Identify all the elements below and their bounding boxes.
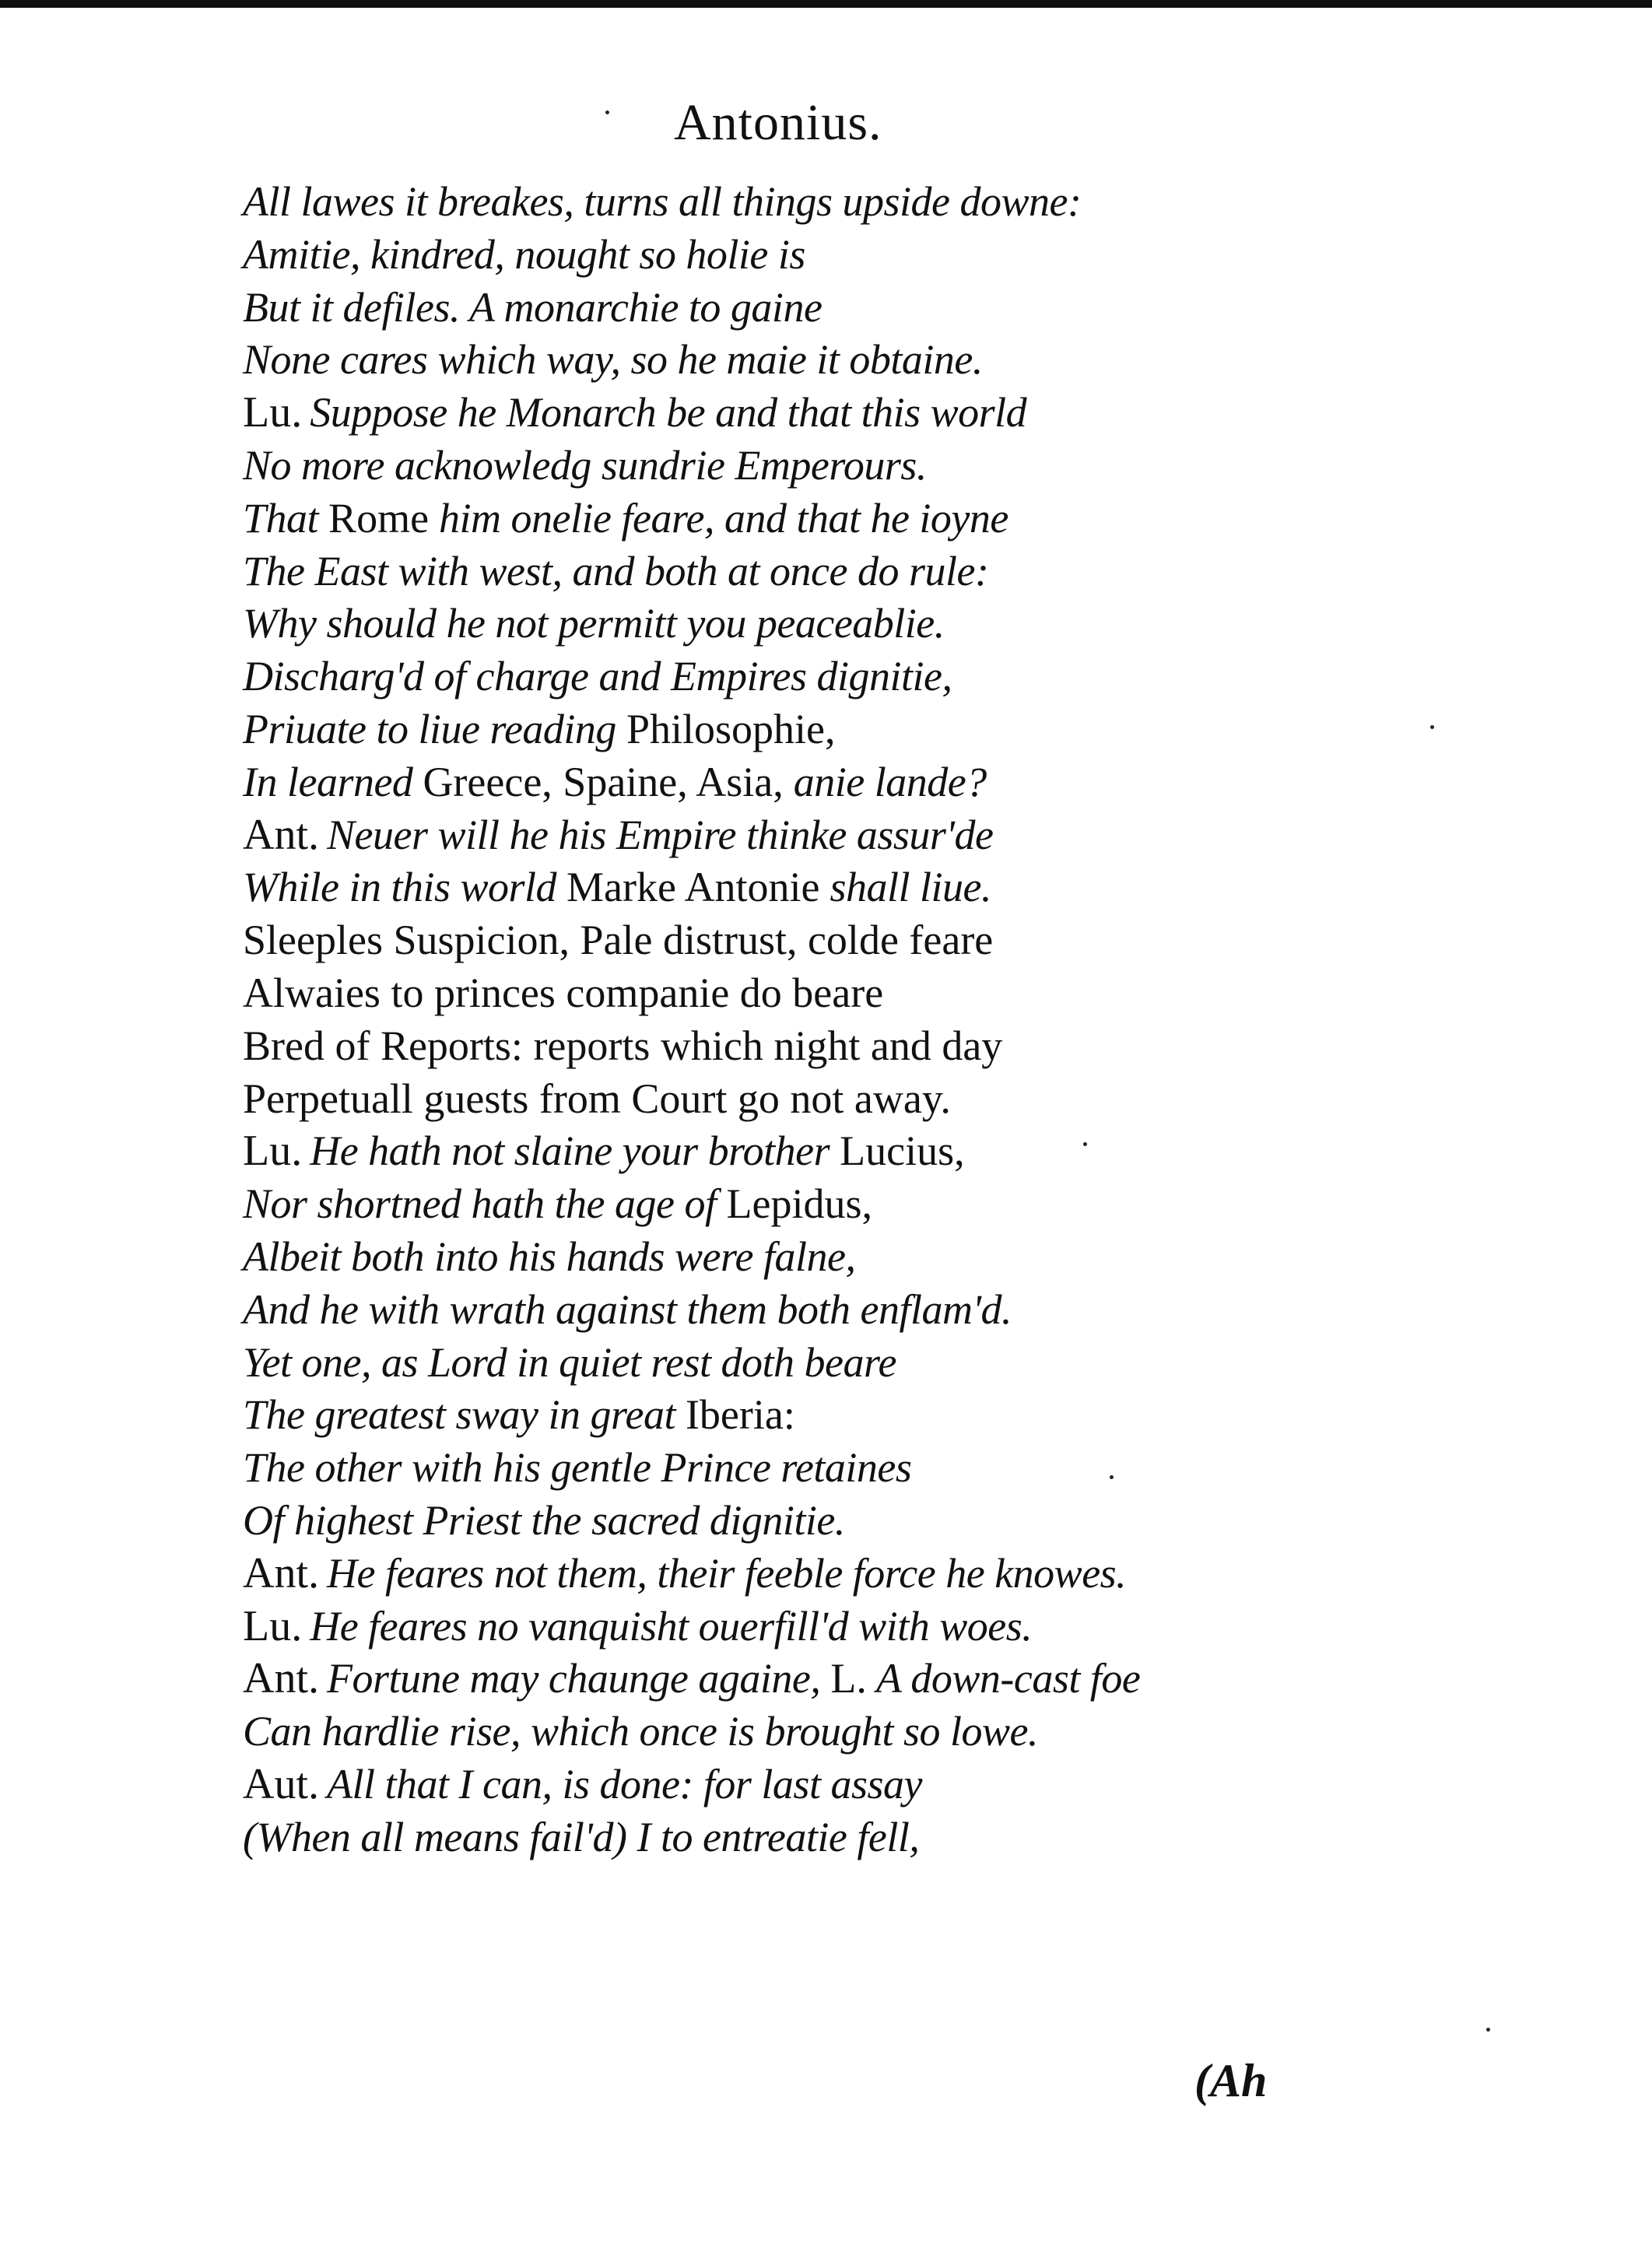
verse-line (243, 545, 1410, 598)
verse-line (243, 967, 1410, 1020)
verse-line (243, 756, 1410, 809)
print-speck (1083, 1142, 1087, 1146)
catchword: (Ah (1194, 2055, 1268, 2106)
verse-text: Marke Antonie (566, 864, 820, 911)
verse-line (243, 387, 1410, 440)
verse-text: L. (830, 1655, 867, 1702)
verse-line (243, 1758, 1410, 1811)
verse-text: Why should he not permitt you peaceablie. (243, 600, 945, 647)
verse-text: The greatest sway in great (243, 1391, 686, 1439)
verse-line (243, 1284, 1410, 1337)
verse-line (243, 703, 1410, 756)
verse-text: Fortune may chaunge againe, (327, 1655, 831, 1702)
verse-text: Lucius, (840, 1127, 965, 1175)
verse-text: Yet one, as Lord in quiet rest doth beare (243, 1338, 896, 1386)
verse-text: Alwaies to princes companie do beare (243, 969, 884, 1016)
verse-line (243, 1337, 1410, 1390)
verse-line (243, 282, 1410, 335)
verse-text: That (243, 494, 329, 542)
verse-text: He feares no vanquisht ouerfill'd with woes. (310, 1602, 1033, 1650)
verse-line (243, 1442, 1410, 1495)
verse-text: He hath not slaine your brother (310, 1127, 840, 1175)
verse-line (243, 1811, 1410, 1864)
verse-line (243, 1706, 1410, 1758)
verse-line (243, 861, 1410, 914)
verse-text: None cares which way, so he maie it obtaine. (243, 336, 983, 384)
verse-text: No more acknowledg sundrie Emperours. (243, 441, 927, 489)
verse-line (243, 1548, 1410, 1601)
verse-line (243, 1073, 1410, 1126)
verse-line (243, 1389, 1410, 1442)
running-head-title: Antonius. (674, 94, 882, 151)
verse-line (243, 1495, 1410, 1548)
verse-text: The East with west, and both at once do rule: (243, 547, 989, 594)
verse-text: Neuer will he his Empire thinke assur'de (327, 811, 994, 858)
verse-text: He feares not them, their feeble force he knowes. (327, 1549, 1127, 1597)
verse-text: Iberia: (685, 1391, 795, 1439)
verse-text: All that I can, is done: for last assay (327, 1760, 922, 1807)
verse-text: Bred of Reports: reports which night and day (243, 1022, 1003, 1069)
verse-text: But it defiles. A monarchie to gaine (243, 283, 822, 331)
top-border-rule (0, 0, 1652, 8)
verse-line (243, 176, 1410, 229)
verse-text: Of highest Priest the sacred dignitie. (243, 1496, 845, 1544)
verse-text: Priuate to liue reading (243, 705, 626, 752)
verse-line (243, 1125, 1410, 1178)
verse-line (243, 440, 1410, 493)
verse-text: him onelie feare, and that he ioyne (429, 494, 1008, 542)
print-speck (1110, 1475, 1114, 1479)
speaker-name: Ant. (243, 1548, 319, 1597)
verse-line (243, 493, 1410, 545)
verse-text: Lepidus, (726, 1180, 872, 1228)
verse-line (243, 1231, 1410, 1284)
verse-line (243, 1178, 1410, 1231)
verse-line (243, 650, 1410, 703)
speaker-name: Ant. (243, 1654, 319, 1703)
verse-text: Sleeples Suspicion, Pale distrust, colde feare (243, 917, 994, 964)
speaker-name: Lu. (243, 388, 303, 437)
verse-text: Can hardlie rise, which once is brought so lowe. (243, 1708, 1038, 1755)
speaker-name: Aut. (243, 1759, 319, 1808)
verse-line (243, 914, 1410, 967)
verse-text: Nor shortned hath the age of (243, 1180, 727, 1228)
verse-text: Greece, Spaine, Asia, (423, 758, 784, 805)
verse-line (243, 1020, 1410, 1073)
verse-text: Philosophie, (626, 705, 836, 752)
verse-line (243, 229, 1410, 282)
verse-text: Suppose he Monarch be and that this world (310, 389, 1027, 437)
speaker-name: Ant. (243, 810, 319, 859)
verse-text: And he with wrath against them both enflam'd. (243, 1285, 1012, 1333)
verse-text: Perpetuall guests from Court go not away. (243, 1075, 951, 1122)
verse-line (243, 1653, 1410, 1706)
verse-text: All lawes it breakes, turns all things upside downe: (243, 178, 1082, 225)
speaker-name: Lu. (243, 1127, 303, 1176)
verse-text: Albeit both into his hands were falne, (243, 1232, 856, 1280)
verse-text: While in this world (243, 864, 567, 911)
verse-text-block (243, 176, 1410, 1864)
print-speck (605, 110, 609, 114)
verse-line (243, 598, 1410, 650)
verse-text: Discharg'd of charge and Empires dignitie, (243, 653, 952, 700)
print-speck (1430, 725, 1434, 729)
verse-line (243, 334, 1410, 387)
verse-text: shall liue. (819, 864, 991, 911)
verse-text: (When all means fail'd) I to entreatie fell, (243, 1813, 920, 1860)
verse-text: The other with his gentle Prince retaines (243, 1444, 912, 1492)
speaker-name: Lu. (243, 1601, 303, 1650)
print-speck (1486, 2028, 1490, 2032)
verse-text: In learned (243, 758, 423, 805)
verse-text: anie lande? (783, 758, 987, 805)
verse-text: A down-cast foe (866, 1655, 1141, 1702)
verse-text: Amitie, kindred, nought so holie is (243, 230, 805, 278)
verse-text: Rome (328, 494, 430, 542)
verse-line (243, 809, 1410, 862)
verse-line (243, 1601, 1410, 1653)
